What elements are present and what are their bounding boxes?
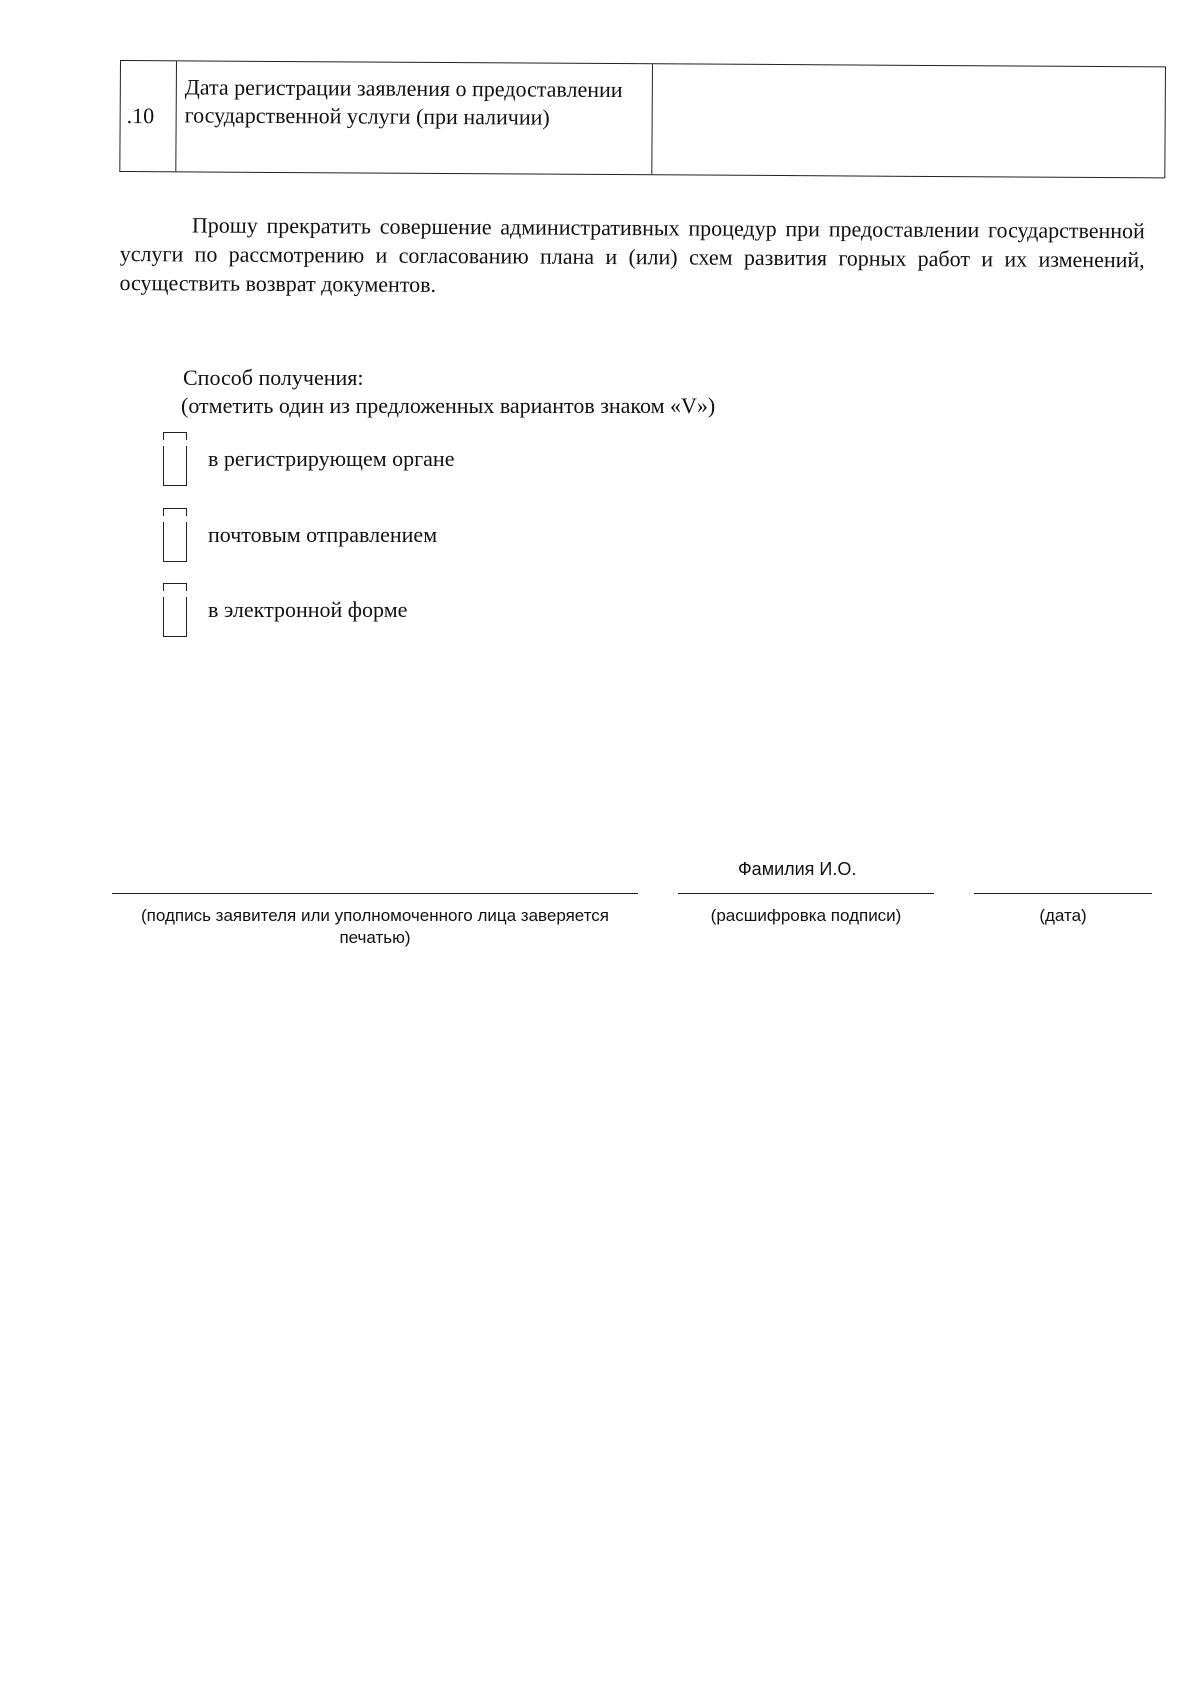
receipt-method-title: Способ получения:	[183, 365, 364, 390]
signature-caption: (подпись заявителя или уполномоченного лица заверяется печатью)	[141, 906, 609, 947]
checkbox-postal-delivery[interactable]	[162, 508, 188, 562]
option-registering-authority	[162, 432, 582, 486]
option-electronic-form	[162, 583, 582, 637]
date-line[interactable]	[974, 893, 1152, 894]
registration-date-field[interactable]	[652, 64, 1165, 177]
signatory-name: Фамилия И.О.	[738, 859, 857, 879]
checkbox-electronic-form[interactable]	[162, 583, 188, 637]
option-label: в регистрирующем органе	[208, 446, 455, 471]
option-postal-delivery	[162, 508, 582, 562]
decoding-caption: (расшифровка подписи)	[710, 906, 902, 925]
request-paragraph: Прошу прекратить совершение административных процедур при предоставлении государственной услуги по рассмотрению и согласованию плана и (или) схем развития горных работ и их изменений, осуществить возврат документов.	[119, 212, 1145, 297]
registration-date-row	[119, 60, 1166, 178]
receipt-method-hint: (отметить один из предложенных вариантов знаком «V»)	[181, 393, 716, 418]
row-number: .10	[120, 61, 177, 171]
option-label: в электронной форме	[208, 597, 408, 622]
signature-line[interactable]	[112, 893, 638, 894]
option-label: почтовым отправлением	[208, 522, 438, 547]
row-label: Дата регистрации заявления о предоставлении государственной услуги (при наличии)	[176, 61, 653, 174]
checkbox-registering-authority[interactable]	[162, 432, 188, 486]
decoding-line[interactable]	[678, 893, 934, 894]
date-caption: (дата)	[1039, 906, 1087, 925]
